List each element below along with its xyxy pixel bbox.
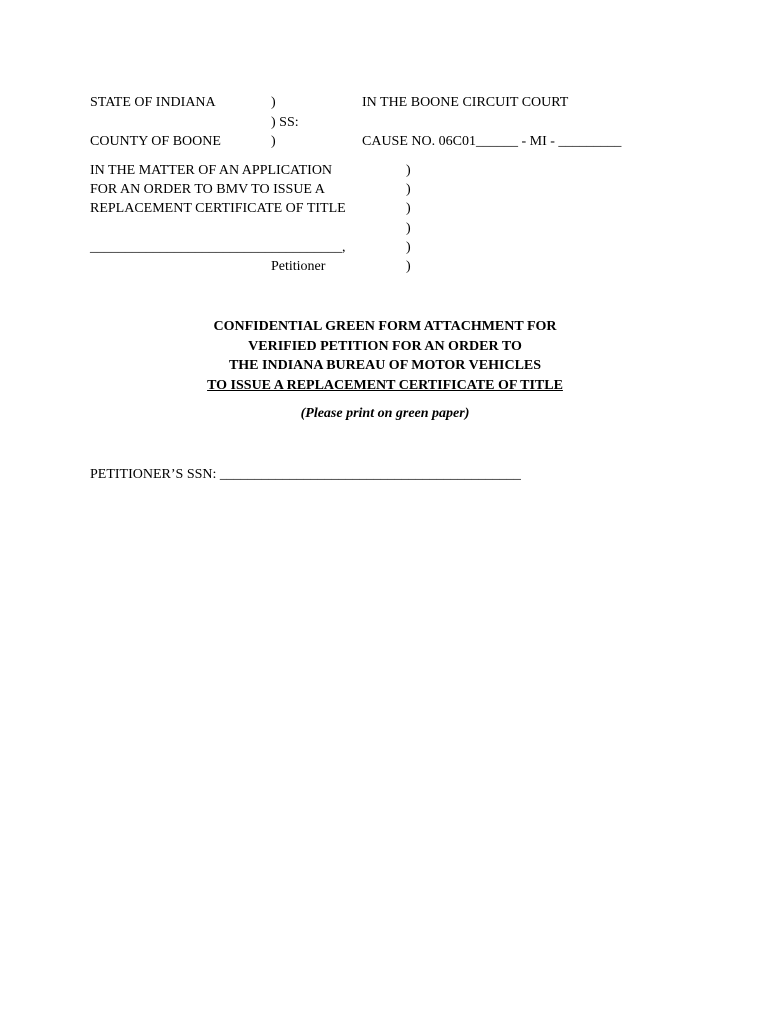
ssn-line: PETITIONER’S SSN: ___________________________________________ — [90, 467, 521, 482]
matter-line: FOR AN ORDER TO BMV TO ISSUE A — [90, 182, 325, 197]
petitioner-label: Petitioner — [271, 259, 326, 274]
title-line: THE INDIANA BUREAU OF MOTOR VEHICLES — [228, 358, 542, 373]
title-line: VERIFIED PETITION FOR AN ORDER TO — [248, 338, 522, 354]
matter-line: REPLACEMENT CERTIFICATE OF TITLE — [90, 201, 346, 216]
cause-number: CAUSE NO. 06C01______ - MI - _________ — [362, 134, 622, 149]
print-note: (Please print on green paper) — [300, 406, 470, 421]
title-line: CONFIDENTIAL GREEN FORM ATTACHMENT FOR — [213, 319, 557, 334]
state-label: STATE OF INDIANA — [90, 95, 216, 110]
matter-paren: ) — [406, 163, 411, 178]
caption-paren: ) — [271, 95, 276, 110]
ss-label: ) SS: — [271, 115, 299, 130]
document-title — [0, 317, 770, 395]
county-label: COUNTY OF BOONE — [90, 134, 221, 149]
court-name: IN THE BOONE CIRCUIT COURT — [362, 95, 569, 110]
petitioner-name-blank: ____________________________________, — [90, 240, 346, 255]
matter-line: IN THE MATTER OF AN APPLICATION — [90, 163, 333, 178]
matter-paren: ) — [406, 201, 411, 216]
matter-paren: ) — [406, 182, 411, 197]
matter-paren: ) — [406, 240, 411, 255]
matter-paren: ) — [406, 259, 411, 274]
title-line-underlined: TO ISSUE A REPLACEMENT CERTIFICATE OF TITLE — [207, 377, 563, 393]
caption-paren: ) — [271, 134, 276, 149]
matter-paren: ) — [406, 221, 411, 236]
